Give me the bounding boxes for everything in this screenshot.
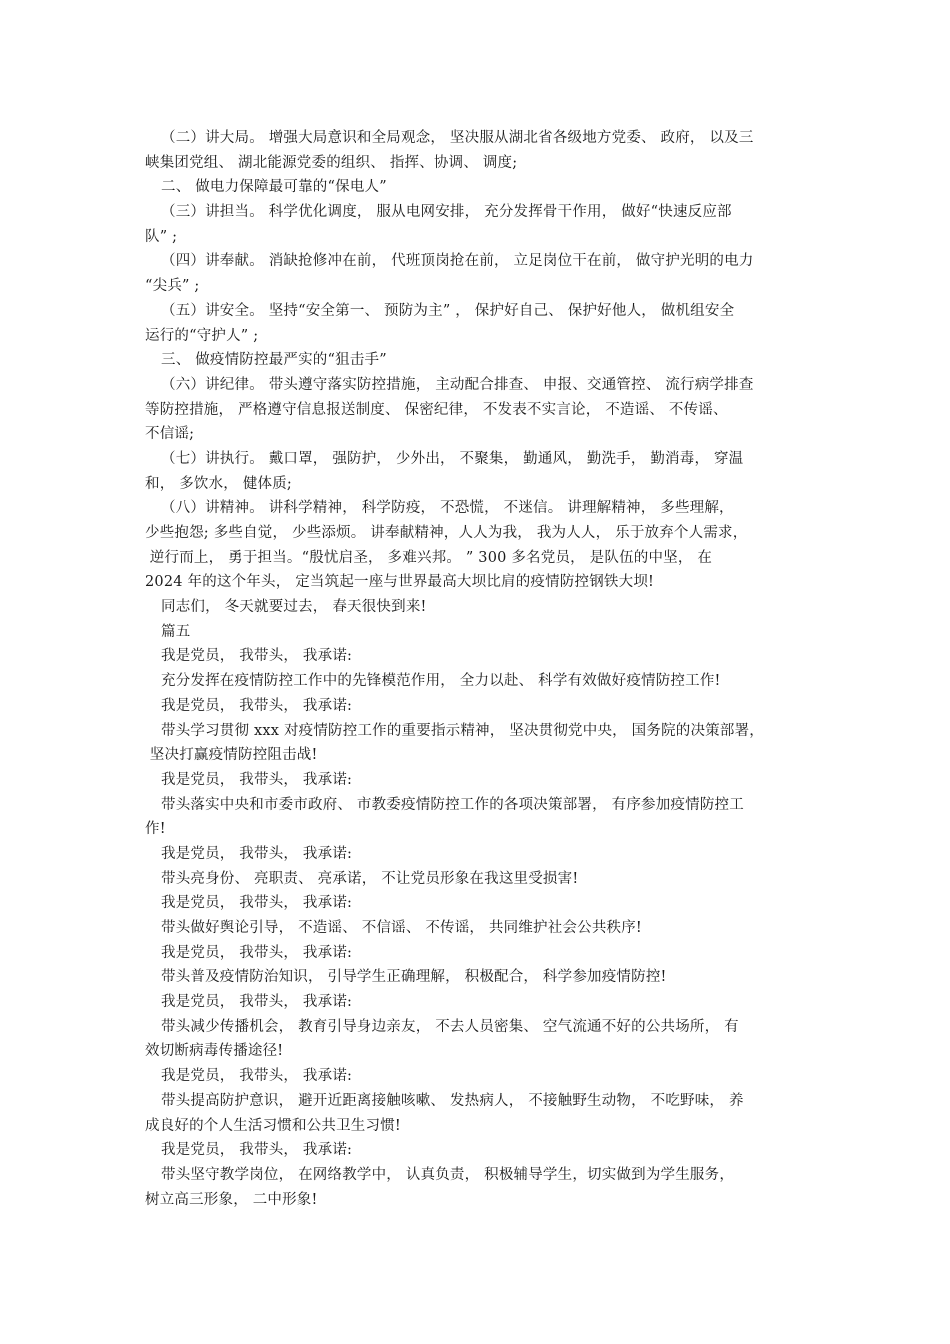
text-line: 作! bbox=[145, 821, 166, 838]
text-line: 坚决打赢疫情防控阻击战! bbox=[145, 747, 318, 764]
text-line: 二、 做电力保障最可靠的“保电人” bbox=[161, 179, 387, 196]
text-line: 带头做好舆论引导， 不造谣、 不信谣、 不传谣， 共同维护社会公共秩序! bbox=[161, 920, 642, 936]
text-line: （六）讲纪律。 带头遵守落实防控措施， 主动配合排查、 申报、交通管控、 流行病学排查 bbox=[161, 376, 754, 393]
text-line: （八）讲精神。 讲科学精神， 科学防疫， 不恐慌， 不迷信。 讲理解精神， 多些理解， bbox=[161, 500, 734, 517]
text-line: 三、 做疫情防控最严实的“狙击手” bbox=[161, 352, 387, 369]
text-line: 我是党员， 我带头， 我承诺: bbox=[161, 994, 353, 1011]
text-line: 运行的“守护人” ; bbox=[145, 327, 259, 344]
text-line: 同志们， 冬天就要过去， 春天很快到来! bbox=[161, 599, 427, 616]
text-line: （七）讲执行。 戴口罩， 强防护， 少外出， 不聚集， 勤通风， 勤洗手， 勤消毒， 穿温 bbox=[161, 450, 744, 467]
text-line: 等防控措施， 严格遵守信息报送制度、 保密纪律， 不发表不实言论， 不造谣、 不传谣、 bbox=[145, 401, 728, 418]
text-line: 带头减少传播机会， 教育引导身边亲友， 不去人员密集、 空气流通不好的公共场所， 有 bbox=[161, 1018, 739, 1035]
text-line: 篇五 bbox=[161, 623, 191, 640]
text-line: 我是党员， 我带头， 我承诺: bbox=[161, 771, 353, 788]
text-line: 我是党员， 我带头， 我承诺: bbox=[161, 1142, 353, 1159]
text-line: （二）讲大局。 增强大局意识和全局观念， 坚决服从湖北省各级地方党委、 政府， 以及三 bbox=[161, 130, 754, 146]
text-line: 树立高三形象， 二中形象! bbox=[145, 1191, 318, 1208]
text-line: 带头提高防护意识， 避开近距离接触咳嗽、 发热病人， 不接触野生动物， 不吃野味， 养 bbox=[161, 1092, 744, 1109]
text-line: （五）讲安全。 坚持“安全第一、 预防为主” ， 保护好自己、 保护好他人， 做机组安全 bbox=[161, 302, 735, 319]
text-line: 峡集团党组、 湖北能源党委的组织、 指挥、协调、 调度; bbox=[145, 154, 518, 171]
text-line: 2024 年的这个年头， 定当筑起一座与世界最高大坝比肩的疫情防控钢铁大坝! bbox=[145, 574, 655, 591]
text-line: 逆行而上， 勇于担当。“殷忧启圣， 多难兴邦。 ” 300 多名党员， 是队伍的中坚， 在 bbox=[145, 549, 713, 566]
text-line: “尖兵” ; bbox=[145, 278, 200, 295]
text-line: 带头落实中央和市委市政府、 市教委疫情防控工作的各项决策部署， 有序参加疫情防控工 bbox=[161, 796, 744, 813]
text-line: 少些抱怨; 多些自觉， 少些添烦。 讲奉献精神，人人为我， 我为人人， 乐于放弃个人需求， bbox=[145, 525, 748, 541]
text-line: 效切断病毒传播途径! bbox=[145, 1043, 284, 1060]
text-line: 成良好的个人生活习惯和公共卫生习惯! bbox=[145, 1117, 401, 1134]
text-line: 带头普及疫情防治知识， 引导学生正确理解， 积极配合， 科学参加疫情防控! bbox=[161, 969, 667, 986]
text-line: 我是党员， 我带头， 我承诺: bbox=[161, 1068, 353, 1085]
text-line: 不信谣; bbox=[145, 426, 195, 443]
text-line: 带头坚守教学岗位， 在网络教学中， 认真负责， 积极辅导学生，切实做到为学生服务， bbox=[161, 1166, 735, 1183]
text-line: 带头亮身份、 亮职责、 亮承诺， 不让党员形象在我这里受损害! bbox=[161, 870, 579, 887]
text-line: 我是党员， 我带头， 我承诺: bbox=[161, 845, 353, 862]
text-line: 我是党员， 我带头， 我承诺: bbox=[161, 648, 353, 665]
text-line: 我是党员， 我带头， 我承诺: bbox=[161, 697, 353, 714]
text-line: 队” ; bbox=[145, 228, 178, 245]
document-page bbox=[145, 126, 825, 1212]
text-line: 我是党员， 我带头， 我承诺: bbox=[161, 895, 353, 912]
text-line: （四）讲奉献。 消缺抢修冲在前， 代班顶岗抢在前， 立足岗位干在前， 做守护光明的电力 bbox=[161, 253, 754, 270]
text-line: 带头学习贯彻 xxx 对疫情防控工作的重要指示精神， 坚决贯彻党中央， 国务院的决策部署， bbox=[161, 722, 764, 739]
text-line: 和， 多饮水， 健体质; bbox=[145, 475, 293, 492]
text-line: （三）讲担当。 科学优化调度， 服从电网安排， 充分发挥骨干作用， 做好“快速反应部 bbox=[161, 204, 732, 221]
text-line: 充分发挥在疫情防控工作中的先锋模范作用， 全力以赴、 科学有效做好疫情防控工作! bbox=[161, 673, 721, 690]
text-line: 我是党员， 我带头， 我承诺: bbox=[161, 944, 353, 961]
